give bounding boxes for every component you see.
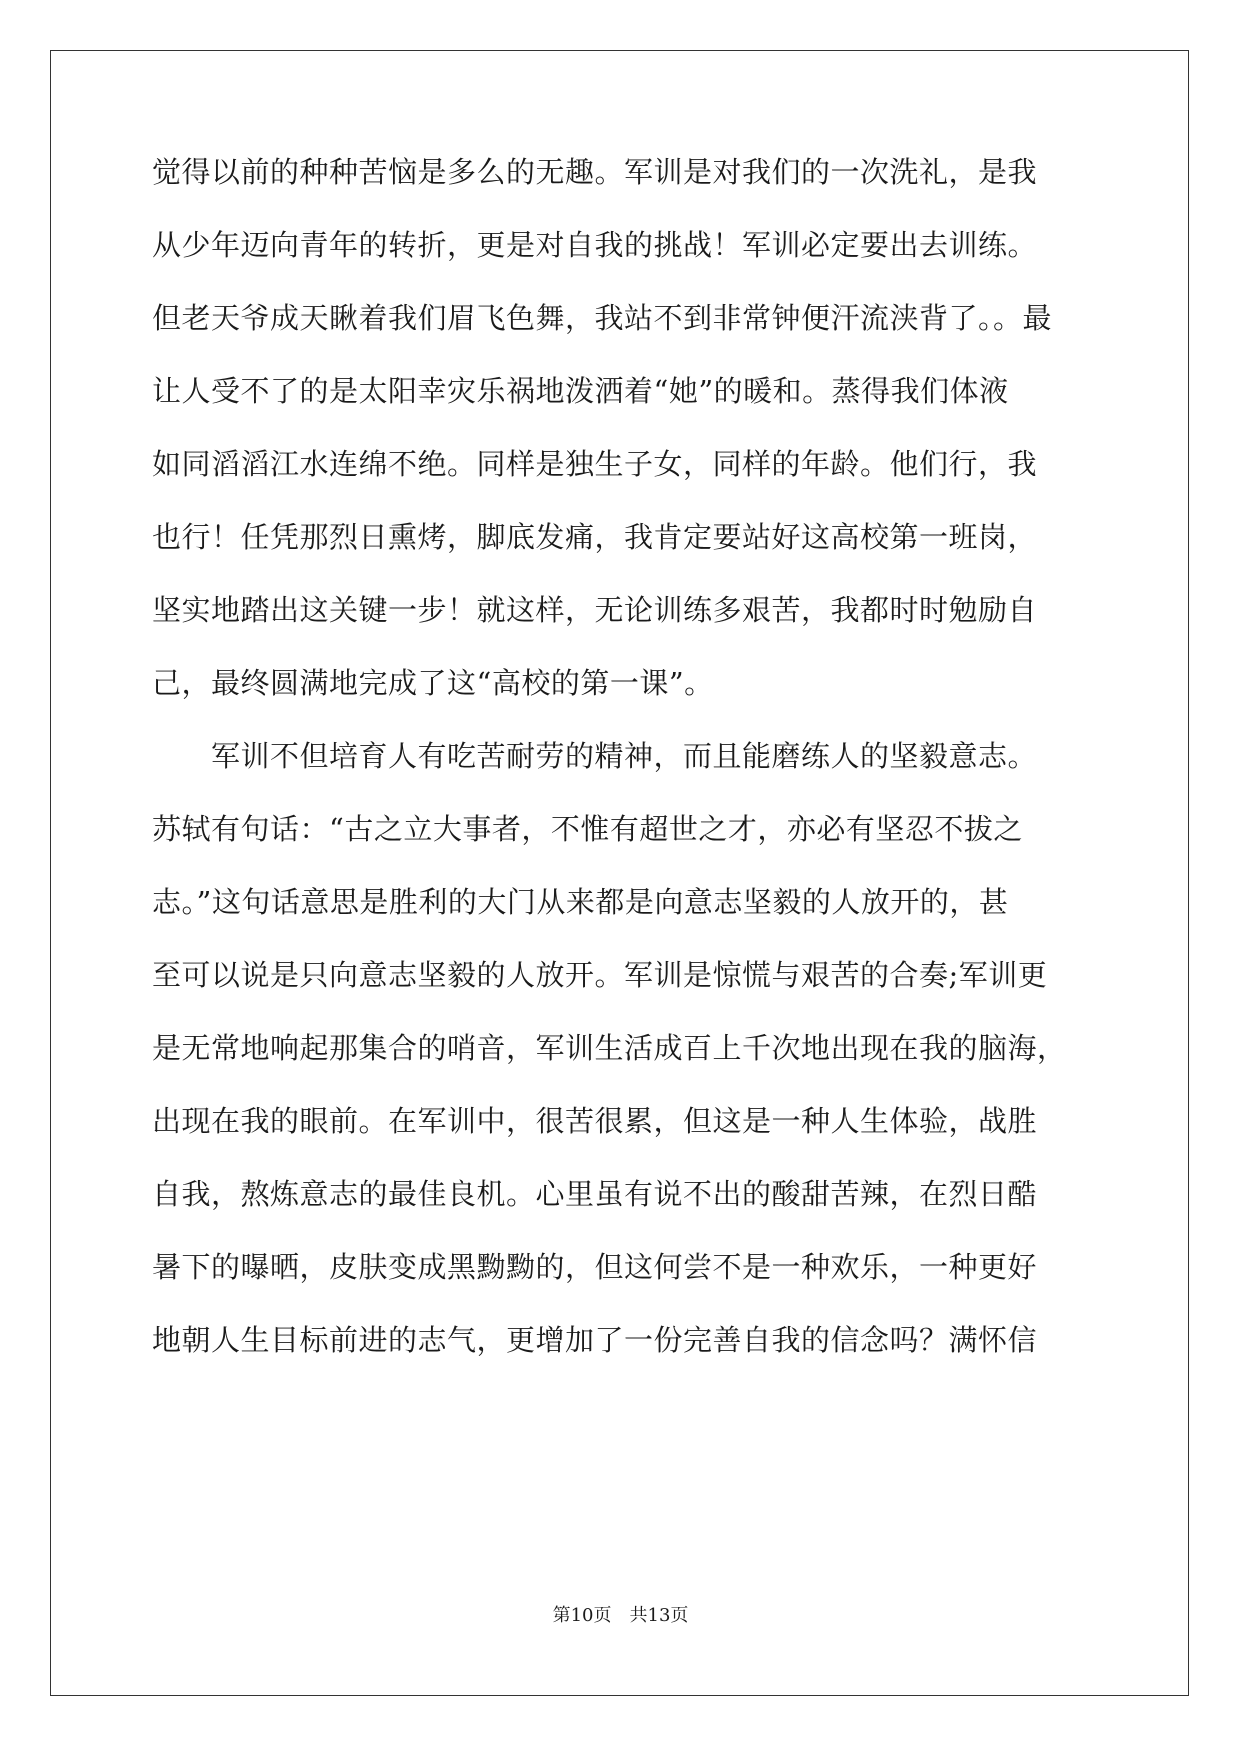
page-number: 第10页 bbox=[552, 1605, 612, 1626]
text-line: 自我，熬炼意志的最佳良机。心里虽有说不出的酸甜苦辣，在烈日酷 bbox=[152, 1177, 1038, 1211]
text-line: 也行！任凭那烈日熏烤，脚底发痛，我肯定要站好这高校第一班岗， bbox=[152, 520, 1038, 554]
text-line: 军训不但培育人有吃苦耐劳的精神，而且能磨练人的坚毅意志。 bbox=[152, 739, 1038, 773]
text-line: 但老天爷成天瞅着我们眉飞色舞，我站不到非常钟便汗流浃背了。。最 bbox=[152, 301, 1053, 335]
text-line: 从少年迈向青年的转折，更是对自我的挑战！军训必定要出去训练。 bbox=[152, 228, 1038, 262]
text-line: 苏轼有句话：“古之立大事者，不惟有超世之才，亦必有坚忍不拔之 bbox=[152, 812, 1023, 846]
text-line: 是无常地响起那集合的哨音，军训生活成百上千次地出现在我的脑海， bbox=[152, 1031, 1067, 1065]
page-footer bbox=[0, 1604, 1241, 1628]
text-line: 让人受不了的是太阳幸灾乐祸地泼洒着“她”的暖和。蒸得我们体液 bbox=[152, 374, 1009, 408]
text-line: 地朝人生目标前进的志气，更增加了一份完善自我的信念吗？满怀信 bbox=[152, 1323, 1038, 1357]
text-line: 坚实地踏出这关键一步！就这样，无论训练多艰苦，我都时时勉励自 bbox=[152, 593, 1038, 627]
text-line: 出现在我的眼前。在军训中，很苦很累，但这是一种人生体验，战胜 bbox=[152, 1104, 1038, 1138]
text-line: 如同滔滔江水连绵不绝。同样是独生子女，同样的年龄。他们行，我 bbox=[152, 447, 1038, 481]
page-total: 共13页 bbox=[629, 1605, 689, 1626]
text-line: 至可以说是只向意志坚毅的人放开。军训是惊慌与艰苦的合奏;军训更 bbox=[152, 958, 1048, 992]
text-line: 觉得以前的种种苦恼是多么的无趣。军训是对我们的一次洗礼，是我 bbox=[152, 155, 1038, 189]
text-line: 己，最终圆满地完成了这“高校的第一课”。 bbox=[152, 666, 714, 700]
page-border bbox=[50, 50, 1189, 1696]
text-line: 暑下的曝晒，皮肤变成黑黝黝的，但这何尝不是一种欢乐，一种更好 bbox=[152, 1250, 1038, 1284]
text-line: 志。”这句话意思是胜利的大门从来都是向意志坚毅的人放开的，甚 bbox=[152, 885, 1009, 919]
